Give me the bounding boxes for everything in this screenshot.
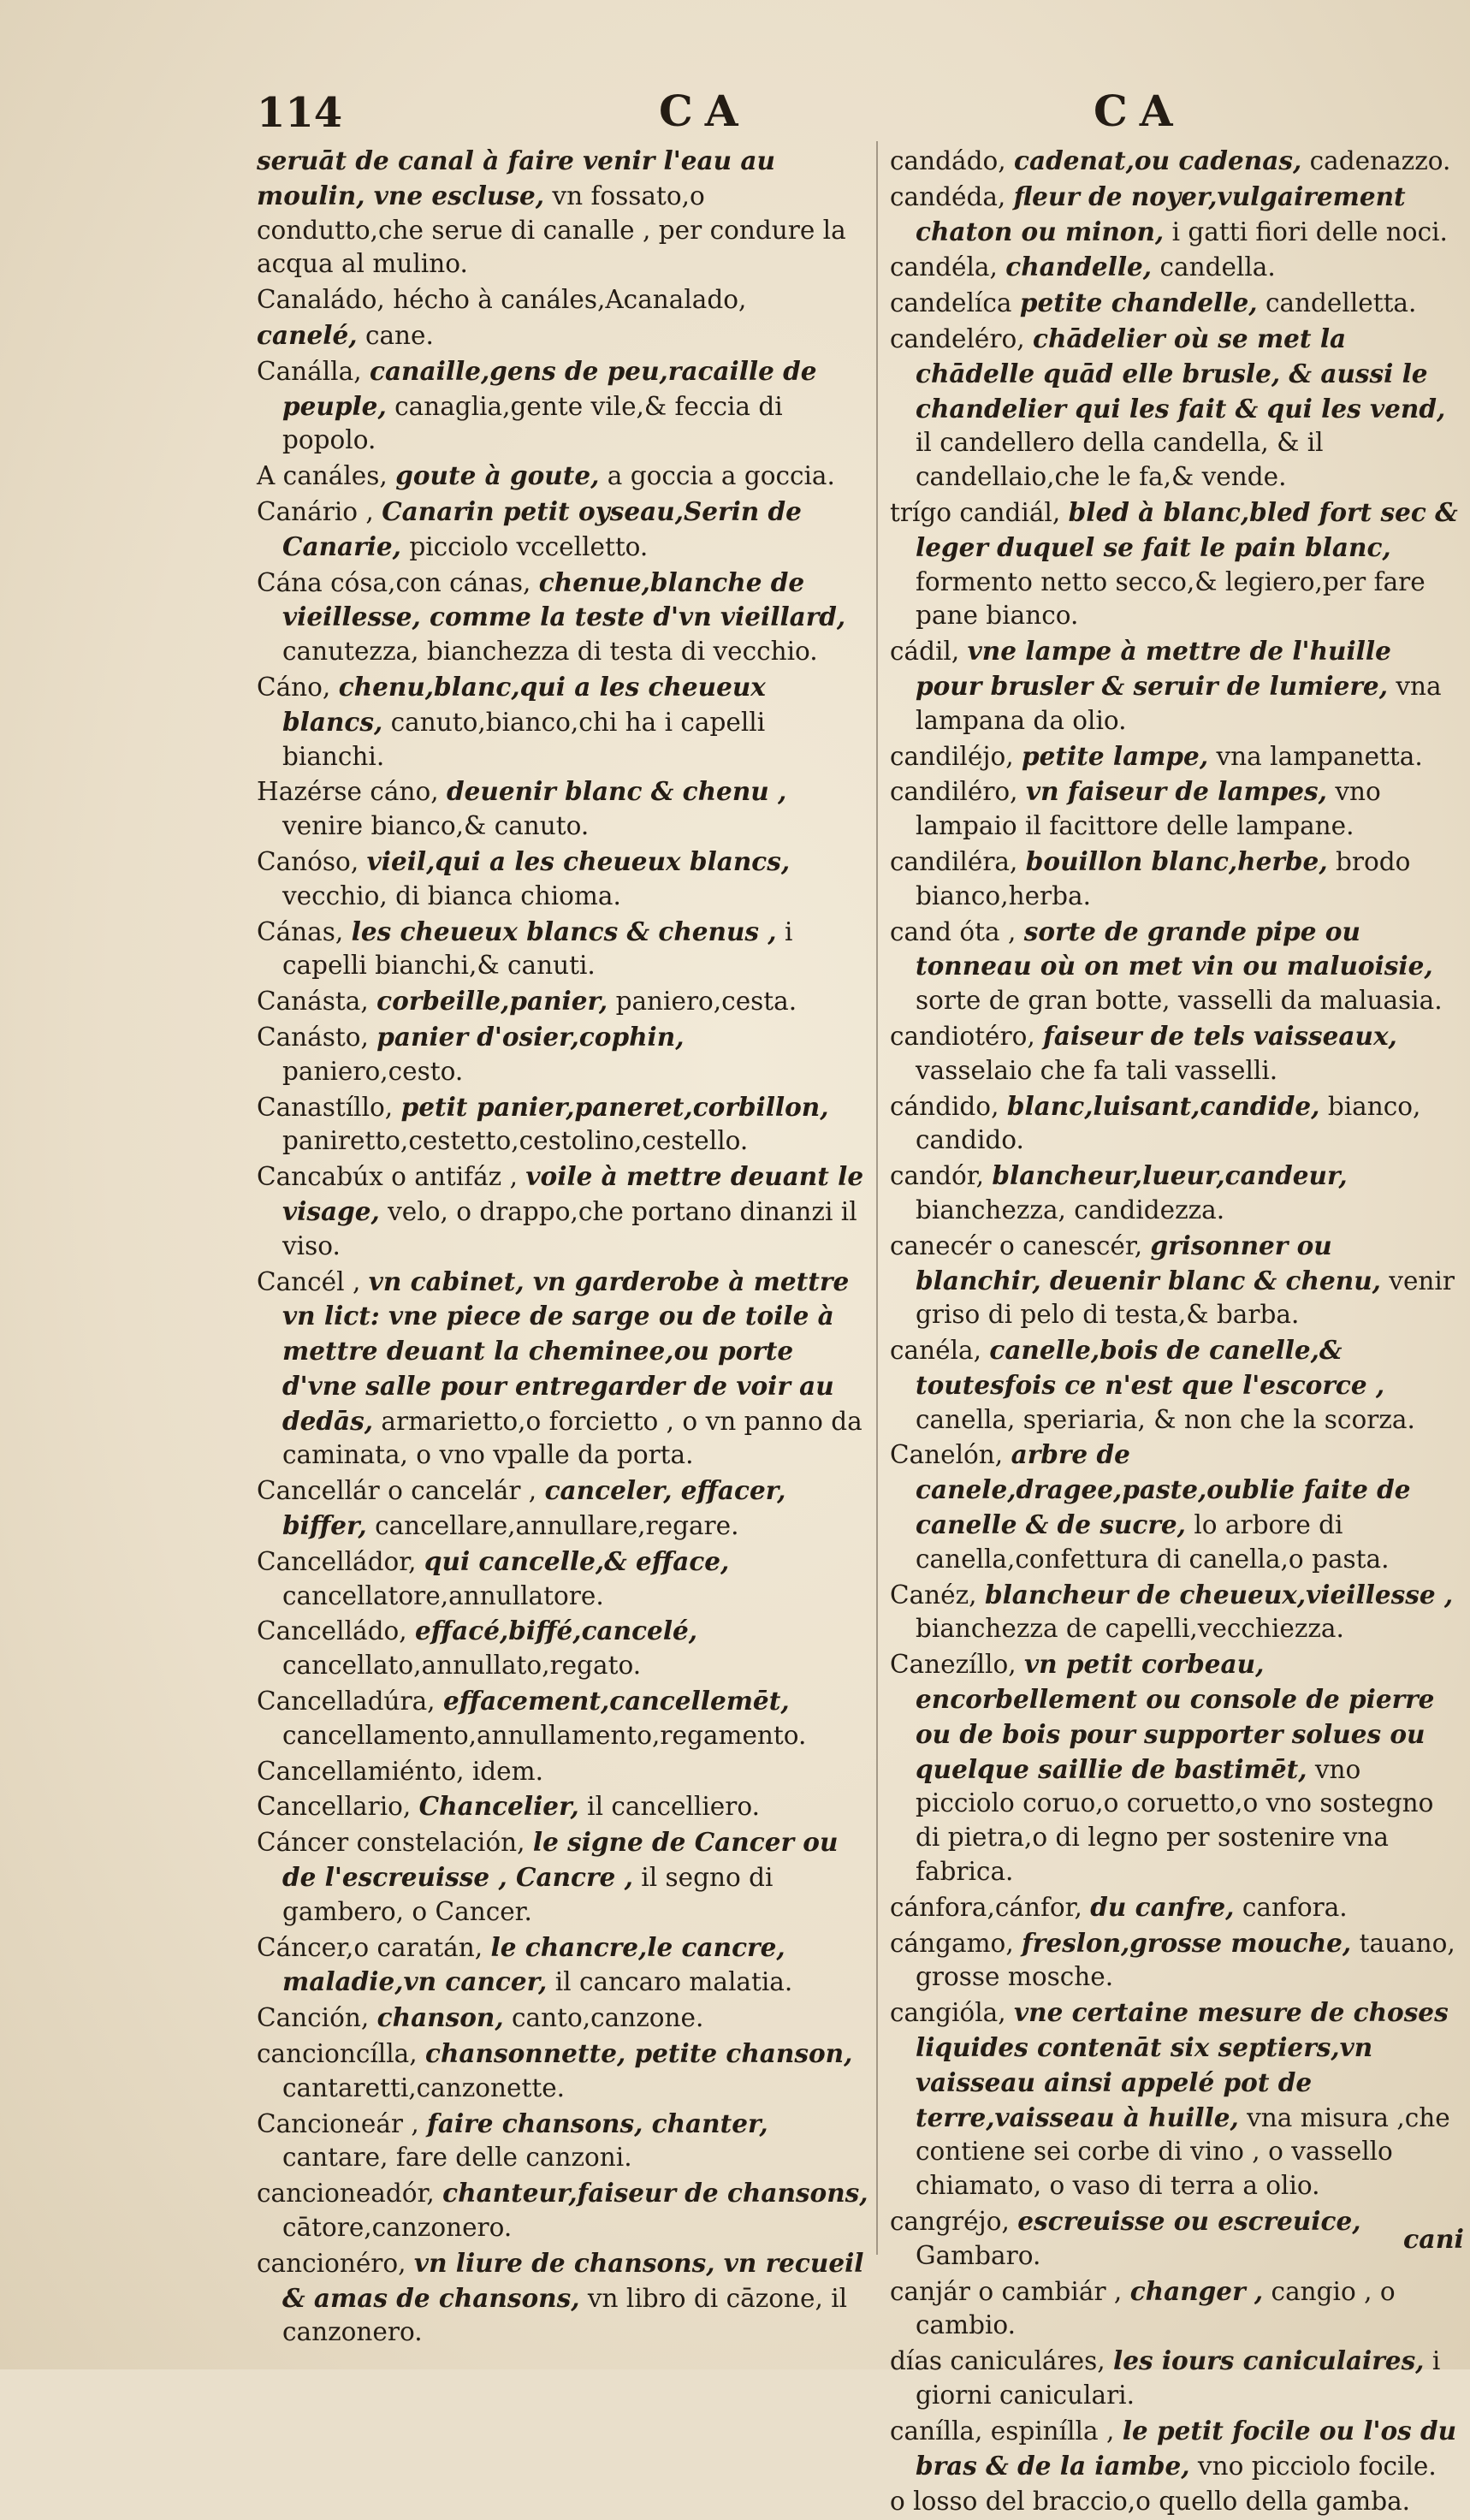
french-gloss: arbre de canele,dragee,paste,oublie faite de canelle & de sucre, <box>916 1439 1411 1540</box>
italian-gloss: canutezza, bianchezza di testa di vecchio. <box>282 637 818 667</box>
french-gloss: grisonner ou blanchir, deuenir blanc & chenu, <box>916 1230 1381 1296</box>
italian-gloss: tauano, grosse mosche. <box>916 1928 1455 1992</box>
headword: días caniculáres, <box>890 2346 1105 2376</box>
headword: candiléjo, <box>890 741 1014 771</box>
dictionary-entry <box>257 495 871 565</box>
headword: candéda, <box>890 181 1006 211</box>
dictionary-entry <box>257 566 871 669</box>
italian-gloss: paniretto,cestetto,cestolino,cestello. <box>282 1126 749 1156</box>
french-gloss: vieil,qui a les cheueux blancs, <box>366 845 791 876</box>
french-gloss: effacement,cancellemēt, <box>442 1686 790 1717</box>
french-gloss: fleur de noyer,vulgairement chaton ou minon, <box>916 181 1406 246</box>
italian-gloss: vn fossato,o condutto,che serue di canalle , per condure la acqua al mulino. <box>257 181 846 279</box>
dictionary-entry <box>257 1789 871 1824</box>
headword: cádil, <box>890 637 960 667</box>
dictionary-entry <box>890 1926 1465 1995</box>
dictionary-entry <box>890 495 1465 633</box>
french-gloss: blancheur de cheueux,vieillesse , <box>984 1579 1454 1610</box>
french-gloss: petit panier,paneret,corbillon, <box>400 1091 829 1122</box>
italian-gloss: idem. <box>471 1756 543 1786</box>
french-gloss: sorte de grande pipe ou tonneau où on met vin ou maluoisie, <box>916 916 1433 981</box>
italian-gloss: i giorni caniculari. <box>916 2346 1441 2410</box>
headword: cangióla, <box>890 1998 1006 2028</box>
italian-gloss: cancellare,annullare,regare. <box>375 1511 739 1541</box>
headword: candelíca <box>890 288 1012 318</box>
italian-gloss: o losso del braccio,o quello della gamba. <box>890 2487 1411 2517</box>
dictionary-entry <box>257 1545 871 1614</box>
headword: Canálla, <box>257 356 362 386</box>
headword: Cancelládo, <box>257 1616 407 1646</box>
dictionary-entry <box>257 2001 871 2036</box>
dictionary-entry <box>890 2274 1465 2344</box>
dictionary-entry <box>257 144 871 282</box>
italian-gloss: il cancelliero. <box>587 1792 760 1822</box>
dictionary-entry <box>257 1614 871 1683</box>
dictionary-entry <box>890 1890 1465 1925</box>
italian-gloss: vno lampaio il facittore delle lampane. <box>916 777 1381 841</box>
italian-gloss: vna misura ,che contiene sei corbe di vino , o vassello chiamato, o vaso di terra a olio. <box>916 2102 1450 2201</box>
italian-gloss: vna lampana da olio. <box>916 671 1442 735</box>
dictionary-entry <box>257 984 871 1019</box>
headword: Cána cósa,con cánas, <box>257 567 531 597</box>
french-gloss: panier d'osier,cophin, <box>376 1021 685 1052</box>
headword: cangréjo, <box>890 2207 1010 2237</box>
italian-gloss: paniero,cesta. <box>615 987 797 1017</box>
italian-gloss: canfora. <box>1242 1892 1348 1922</box>
french-gloss: vne certaine mesure de choses liquides contenāt six septiers,vn vaisseau ainsi appelé pot de terre,vaisseau à huille, <box>916 1997 1449 2132</box>
italian-gloss: candelletta. <box>1265 288 1417 318</box>
italian-gloss: venire bianco,& canuto. <box>282 811 590 841</box>
dictionary-entry <box>890 739 1465 774</box>
french-gloss: seruāt de canal à faire venir l'eau au moulin, vne escluse, <box>257 145 775 210</box>
italian-gloss: velo, o drappo,che portano dinanzi il viso. <box>282 1196 857 1260</box>
italian-gloss: i gatti fiori delle noci. <box>1171 216 1448 246</box>
dictionary-entry <box>890 144 1465 179</box>
french-gloss: le petit focile ou l'os du bras & de la iambe, <box>916 2415 1457 2481</box>
italian-gloss: paniero,cesto. <box>282 1056 464 1086</box>
italian-gloss: a goccia a goccia. <box>607 461 835 491</box>
french-gloss: chandelle, <box>1005 252 1153 282</box>
italian-gloss: brodo bianco,herba. <box>916 846 1411 910</box>
french-gloss: canaille,gens de peu,racaille de peuple, <box>282 355 817 421</box>
headword: cand óta , <box>890 916 1017 946</box>
headword: candiléro, <box>890 777 1018 807</box>
headword: cancioncílla, <box>257 2039 418 2069</box>
french-gloss: Canarin petit oyseau,Serin de Canarie, <box>282 495 802 561</box>
italian-gloss: canuto,bianco,chi ha i capelli bianchi. <box>282 707 766 771</box>
dictionary-entry <box>890 2204 1465 2274</box>
dictionary-entry <box>890 1333 1465 1437</box>
french-gloss: bled à blanc,bled fort sec & leger duquel se fait le pain blanc, <box>916 496 1458 562</box>
dictionary-entry <box>257 2037 871 2106</box>
italian-gloss: hécho à canáles,Acanalado, <box>393 285 747 315</box>
french-gloss: petite lampe, <box>1022 740 1209 771</box>
right-column <box>890 144 1465 2520</box>
italian-gloss: cātore,canzonero. <box>282 2213 513 2243</box>
headword: Cáncer constelación, <box>257 1828 525 1858</box>
running-head-right: CA <box>1094 86 1185 136</box>
dictionary-entry <box>257 774 871 844</box>
headword: Cancellár o cancelár , <box>257 1476 537 1506</box>
headword: cángamo, <box>890 1928 1014 1958</box>
french-gloss: vn petit corbeau, encorbellement ou console de pierre ou de bois pour supporter solues ou quelque saillie de bastimēt, <box>916 1649 1435 1784</box>
headword: candiléra, <box>890 846 1018 876</box>
headword: Canaládo, <box>257 285 385 315</box>
italian-gloss: Gambaro. <box>916 2240 1041 2270</box>
headword: canecér o canescér, <box>890 1230 1143 1260</box>
french-gloss: chenu,blanc,qui a les cheueux blancs, <box>282 671 766 737</box>
headword: Cancelládor, <box>257 1546 417 1576</box>
french-gloss: vn cabinet, vn garderobe à mettre vn lict: vne piece de sarge ou de toile à mettre deuant la cheminee,ou porte d'vne salle pour entregarder de voir au dedās, <box>282 1266 850 1436</box>
french-gloss: vne lampe à mettre de l'huille pour brusler & seruir de lumiere, <box>916 636 1391 701</box>
french-gloss: les cheueux blancs & chenus , <box>351 916 777 946</box>
french-gloss: chanson, <box>376 2002 504 2033</box>
headword: Hazérse cáno, <box>257 777 439 807</box>
headword: Canezíllo, <box>890 1650 1017 1680</box>
french-gloss: vn faiseur de lampes, <box>1025 776 1327 807</box>
dictionary-entry <box>890 180 1465 250</box>
page-number: 114 <box>257 89 343 137</box>
italian-gloss: picciolo vccelletto. <box>409 531 649 561</box>
french-gloss: qui cancelle,& efface, <box>424 1545 730 1576</box>
dictionary-entry <box>257 1090 871 1159</box>
left-column <box>257 144 871 2351</box>
italian-gloss: bianchezza, candidezza. <box>916 1195 1225 1224</box>
headword: Cancellamiénto, <box>257 1756 465 1786</box>
dictionary-entry <box>890 845 1465 914</box>
dictionary-entry <box>257 1020 871 1089</box>
italian-gloss: vn libro di cāzone, il canzonero. <box>282 2283 848 2347</box>
italian-gloss: cancellatore,annullatore. <box>282 1580 604 1610</box>
french-gloss: Chancelier, <box>418 1791 579 1822</box>
french-gloss: vn liure de chansons, vn recueil & amas de chansons, <box>282 2247 864 2313</box>
headword: cándido, <box>890 1091 999 1121</box>
italian-gloss: formento netto secco,& legiero,per fare pane bianco. <box>916 566 1426 631</box>
french-gloss: canceler, effacer, biffer, <box>282 1475 786 1541</box>
dictionary-entry <box>257 1684 871 1753</box>
headword: cancioneadór, <box>257 2179 435 2209</box>
french-gloss: blancheur,lueur,candeur, <box>992 1160 1348 1191</box>
french-gloss: effacé,biffé,cancelé, <box>415 1616 698 1646</box>
italian-gloss: cancellamento,annullamento,regamento. <box>282 1720 807 1750</box>
italian-gloss: bianchezza de capelli,vecchiezza. <box>916 1614 1344 1644</box>
dictionary-entry <box>257 1159 871 1263</box>
italian-gloss: cantare, fare delle canzoni. <box>282 2143 632 2173</box>
dictionary-entry <box>890 1647 1465 1889</box>
french-gloss: canelé, <box>257 319 358 350</box>
dictionary-entry <box>257 915 871 984</box>
italian-gloss: cane. <box>365 320 434 350</box>
dictionary-entry <box>257 1265 871 1473</box>
dictionary-entry <box>890 1019 1465 1088</box>
italian-gloss: vno picciolo focile. <box>1197 2451 1437 2481</box>
dictionary-entry <box>257 1930 871 2001</box>
italian-gloss: cancellato,annullato,regato. <box>282 1651 642 1681</box>
headword: Cancioneár , <box>257 2108 419 2138</box>
headword: trígo candiál, <box>890 497 1061 527</box>
headword: cancionéro, <box>257 2248 406 2278</box>
dictionary-entry <box>890 1159 1465 1228</box>
french-gloss: les iours caniculaires, <box>1112 2345 1425 2376</box>
headword: cánfora,cánfor, <box>890 1892 1082 1922</box>
italian-gloss: il segno di gambero, o Cancer. <box>282 1863 774 1926</box>
catchword: cani <box>1403 2225 1464 2255</box>
italian-gloss: cadenazzo. <box>1309 146 1451 175</box>
italian-gloss: canto,canzone. <box>512 2003 704 2033</box>
french-gloss: bouillon blanc,herbe, <box>1025 845 1328 876</box>
headword: Cancabúx o antifáz , <box>257 1162 518 1192</box>
dictionary-entry <box>890 915 1465 1018</box>
italian-gloss: il candellero della candella, & il candellaio,che le fa,& vende. <box>916 428 1324 492</box>
italian-gloss: vasselaio che fa tali vasselli. <box>916 1055 1278 1085</box>
dictionary-entry <box>257 2107 871 2176</box>
dictionary-entry <box>257 1825 871 1929</box>
french-gloss: voile à mettre deuant le visage, <box>282 1161 864 1226</box>
dictionary-entry <box>890 634 1465 738</box>
french-gloss: cadenat,ou cadenas, <box>1014 145 1302 175</box>
italian-gloss: cangio , o cambio. <box>916 2276 1396 2340</box>
french-gloss: deuenir blanc & chenu , <box>447 776 787 807</box>
headword: A canáles, <box>257 461 388 491</box>
headword: canéla, <box>890 1336 981 1366</box>
italian-gloss: canella, speriaria, & non che la scorza. <box>916 1404 1415 1434</box>
dictionary-entry <box>257 2176 871 2245</box>
french-gloss: petite chandelle, <box>1019 288 1258 318</box>
headword: Cancellario, <box>257 1792 412 1822</box>
dictionary-entry <box>890 774 1465 844</box>
french-gloss: escreuisse ou escreuice, <box>1017 2206 1361 2237</box>
dictionary-entry <box>257 1754 871 1789</box>
dictionary-entry <box>890 1438 1465 1576</box>
french-gloss: changer , <box>1129 2275 1264 2306</box>
italian-gloss: armarietto,o forcietto , o vn panno da caminata, o vno vpalle da porta. <box>282 1406 862 1470</box>
headword: Canelón, <box>890 1440 1004 1470</box>
dictionary-entry <box>257 459 871 494</box>
italian-gloss: cantaretti,canzonette. <box>282 2072 566 2102</box>
headword: candeléro, <box>890 323 1025 353</box>
french-gloss: du canfre, <box>1090 1891 1235 1922</box>
headword: Cancelladúra, <box>257 1687 436 1717</box>
french-gloss: le chancre,le cancre, maladie,vn cancer, <box>282 1931 785 1997</box>
headword: Cánas, <box>257 916 344 946</box>
dictionary-entry <box>890 2484 1465 2519</box>
headword: candór, <box>890 1161 984 1191</box>
headword: Canário , <box>257 496 374 526</box>
italian-gloss: sorte de gran botte, vasselli da maluasia. <box>916 986 1443 1016</box>
italian-gloss: vna lampanetta. <box>1216 741 1423 771</box>
french-gloss: faire chansons, chanter, <box>427 2108 768 2138</box>
french-gloss: le signe de Cancer ou de l'escreuisse , Cancre , <box>282 1827 839 1893</box>
headword: Canastíllo, <box>257 1092 394 1122</box>
column-divider <box>876 141 878 2255</box>
french-gloss: goute à goute, <box>395 460 600 491</box>
dictionary-entry <box>890 250 1465 285</box>
dictionary-entry <box>257 282 871 317</box>
italian-gloss: venir griso di pelo di testa,& barba. <box>916 1266 1455 1330</box>
french-gloss: corbeille,panier, <box>376 986 608 1017</box>
dictionary-entry <box>890 1578 1465 1647</box>
headword: Cáno, <box>257 672 331 702</box>
italian-gloss: i capelli bianchi,& canuti. <box>282 916 793 981</box>
running-head-left: CA <box>659 86 750 136</box>
dictionary-entry <box>890 1089 1465 1159</box>
dictionary-entry <box>257 670 871 774</box>
italian-gloss: il cancaro malatia. <box>554 1967 793 1997</box>
italian-gloss: canaglia,gente vile,& feccia di popolo. <box>282 391 783 455</box>
dictionary-entry <box>257 1473 871 1544</box>
dictionary-entry <box>890 1995 1465 2203</box>
dictionary-entry <box>890 322 1465 495</box>
dictionary-entry <box>890 2344 1465 2413</box>
italian-gloss: lo arbore di canella,confettura di canella,o pasta. <box>916 1510 1390 1574</box>
headword: canjár o cambiár , <box>890 2276 1123 2306</box>
headword: canílla, espinílla , <box>890 2416 1115 2446</box>
french-gloss: chenue,blanche de vieillesse, comme la teste d'vn vieillard, <box>282 566 846 632</box>
headword: Cancél , <box>257 1266 361 1296</box>
headword: Canóso, <box>257 846 359 876</box>
headword: Canásta, <box>257 987 369 1017</box>
french-gloss: chansonnette, petite chanson, <box>425 2038 853 2069</box>
headword: Canéz, <box>890 1580 977 1610</box>
italian-gloss: candella. <box>1159 252 1276 282</box>
headword: Canásto, <box>257 1022 369 1052</box>
dictionary-entry <box>257 354 871 458</box>
dictionary-entry <box>257 2246 871 2350</box>
french-gloss: canelle,bois de canelle,& toutesfois ce n'est que l'escorce , <box>916 1335 1385 1400</box>
french-gloss: blanc,luisant,candide, <box>1006 1090 1320 1121</box>
dictionary-entry <box>257 845 871 914</box>
french-gloss: freslon,grosse mouche, <box>1022 1927 1352 1958</box>
dictionary-entry <box>890 286 1465 321</box>
dictionary-entry <box>257 318 871 353</box>
italian-gloss: vno picciolo coruo,o coruetto,o vno sostegno di pietra,o di legno per sostenire vna fabrica. <box>916 1754 1434 1887</box>
italian-gloss: vecchio, di bianca chioma. <box>282 881 621 910</box>
dictionary-entry <box>890 2414 1465 2484</box>
french-gloss: faiseur de tels vaisseaux, <box>1043 1020 1397 1051</box>
french-gloss: chanteur,faiseur de chansons, <box>442 2178 868 2209</box>
headword: candiotéro, <box>890 1021 1035 1051</box>
french-gloss: chādelier où se met la chādelle quād elle brusle, & aussi le chandelier qui les fait & qui les vend, <box>916 323 1446 424</box>
headword: Cáncer,o caratán, <box>257 1932 483 1962</box>
italian-gloss: bianco, candido. <box>916 1091 1421 1155</box>
headword: candéla, <box>890 252 998 282</box>
headword: Canción, <box>257 2003 370 2033</box>
headword: candádo, <box>890 146 1006 175</box>
dictionary-entry <box>890 1229 1465 1332</box>
